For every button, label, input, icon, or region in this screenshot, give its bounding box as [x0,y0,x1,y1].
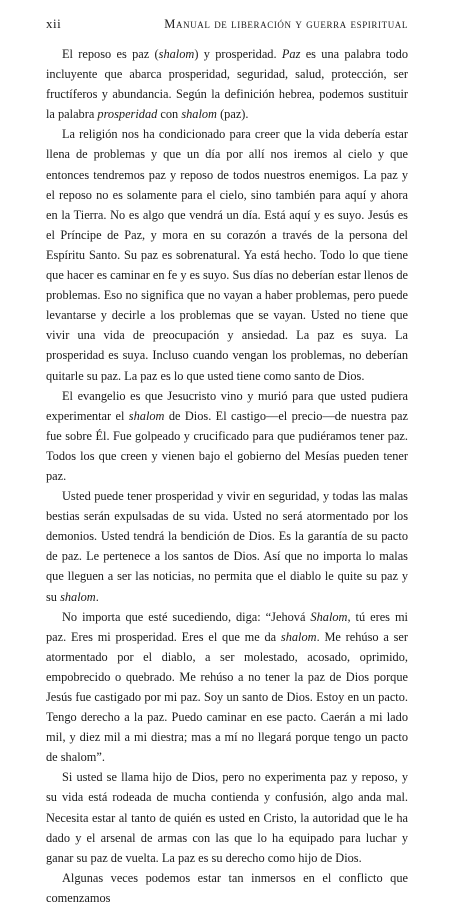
italic-term: shalom [60,589,96,604]
paragraph-text: El evangelio es que Jesucristo vino y murió para que usted pudiera experimentar el [46,388,408,423]
body-paragraph [46,486,408,607]
italic-term: shalom [128,408,165,423]
paragraph-text: , tú eres mi paz. Eres mi prosperidad. Eres el que me da [46,609,408,644]
italic-term: Paz [281,47,301,61]
italic-term: prosperidad [97,107,158,122]
paragraph-text: Algunas veces podemos estar tan inmersos en el conflicto que comenzamos [46,870,408,905]
paragraph-text: ) y prosperidad. [194,47,282,61]
body-paragraph [46,386,408,486]
page-number: xii [46,16,62,31]
italic-term: shalom [181,107,217,122]
paragraph-text: El reposo es paz ( [62,47,159,61]
paragraph-text: . Me rehúso a ser atormentado por el diablo, a ser molestado, acosado, oprimido, empobrecido o quebrado. Me rehúso a no tener la paz de Dios porque Jesús fue castigado por mi paz. Soy un santo de Dios. Estoy en un pacto. Tengo derecho a la paz. Puedo caminar en ese pacto. Caerán a mi lado mil, y diez mil a mi diestra; mas a mí no llegará porque tengo un pacto de shalom”. [46,629,408,765]
body-paragraph [46,124,408,385]
italic-term: shalom [158,47,195,61]
body-paragraph [46,44,408,124]
paragraph-text: con [157,107,182,122]
running-title: Manual de liberación y guerra espiritual [164,17,408,31]
body-paragraph [46,767,408,867]
paragraph-text: Si usted se llama hijo de Dios, pero no experimenta paz y reposo, y su vida está rodeada de mucha contienda y confusión, algo anda mal. Necesita estar al tanto de quién es usted en Cristo, la autoridad que le ha dado y el arsenal de armas con las que lo ha equipado para luchar y ganar su paz de vuelta. La paz es su derecho como hijo de Dios. [46,770,408,865]
body-paragraph [46,607,408,768]
paragraph-text: . [95,589,99,604]
body-paragraph [46,868,408,908]
paragraph-text: (paz). [216,107,249,122]
paragraph-text: es una palabra todo incluyente que abarca prosperidad, seguridad, salud, protección, ser fructíferos y abundancia. Según la definición hebrea, podemos sustituir la palabra [46,47,408,122]
paragraph-text: La religión nos ha condicionado para creer que la vida debería estar llena de problemas y que un día por allí nos iremos al cielo y que entonces tendremos paz y reposo de todos nuestros enemigos. La paz y el reposo no es solamente para el cielo, sino también para aquí y ahora en la Tierra. No es algo que vendrá un día. Está aquí y es suyo. Jesús es el Príncipe de Paz, y mora en su corazón a través de la persona del Espíritu Santo. Su paz es sobrenatural. Ya está hecho. Todo lo que tiene que hacer es caminar en fe y es suyo. Sus días no deberían estar llenos de problemas. Eso no significa que no vayan a haber problemas, pero puede levantarse y decirle a los problemas que se vayan. Usted no tiene que vivir una vida de preocupación y ansiedad. La paz es suya. La prosperidad es suya. Incluso cuando vengan los problemas, no deberían quitarle su paz. La paz es lo que usted tiene como santo de Dios. [46,127,408,383]
paragraph-text: No importa que esté sucediendo, diga: “Jehová [62,609,311,624]
italic-term: shalom [280,629,317,644]
page-body [46,44,408,908]
paragraph-text: Usted puede tener prosperidad y vivir en seguridad, y todas las malas bestias serán expulsadas de su vida. Usted no será atormentado por los demonios. Usted tendrá la bendición de Dios. Es la garantía de su pacto de paz. Le pertenece a los santos de Dios. Así que no importa lo malas que lleguen a ser las noticias, no permita que el diablo le quite su paz y su [46,489,408,604]
page-header [46,16,408,38]
paragraph-text: de Dios. El castigo—el precio—de nuestra paz fue sobre Él. Fue golpeado y crucificado para que pudiéramos tener paz. Todos los que creen y vienen bajo el gobierno del Mesías pueden tener paz. [46,408,408,483]
italic-term: Shalom [310,609,348,624]
